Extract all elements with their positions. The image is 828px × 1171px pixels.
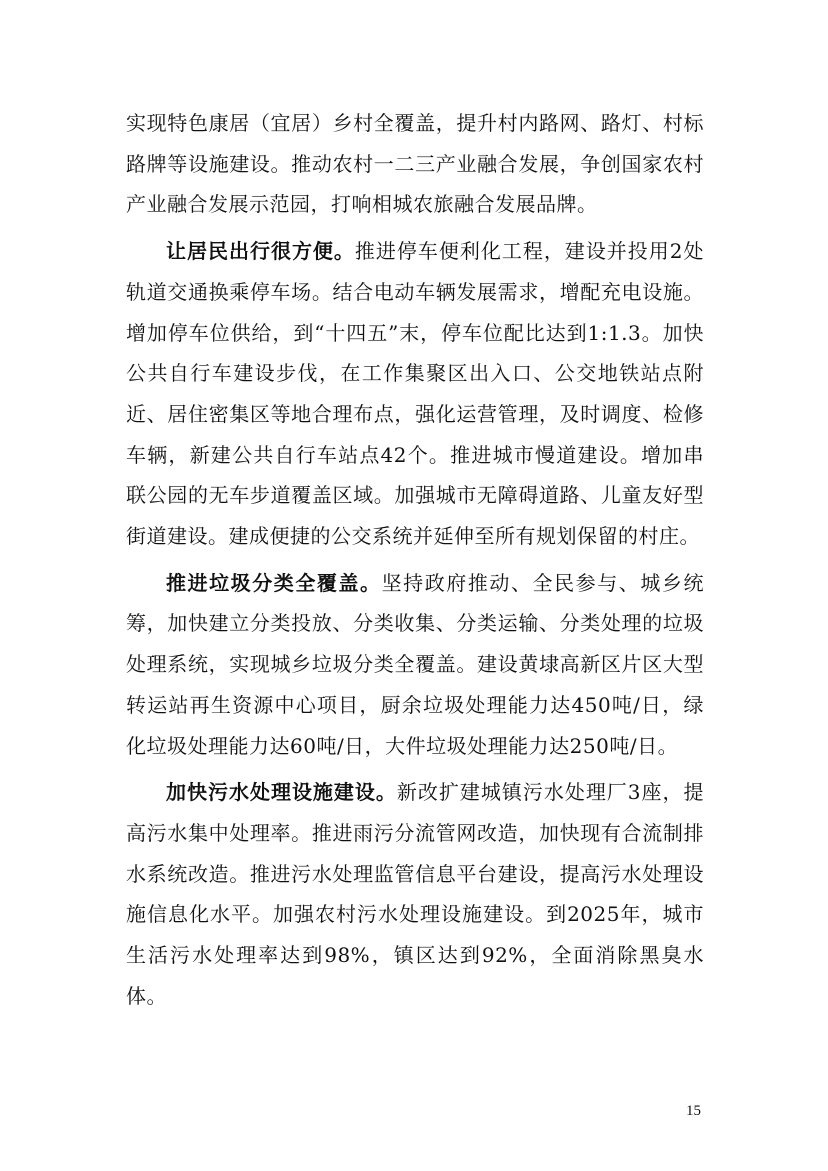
paragraph-sewage-treatment [126,772,704,1016]
paragraph-rural-infrastructure [126,103,704,225]
paragraph-convenient-travel [126,231,704,557]
paragraph-text: 新改扩建城镇污水处理厂3座，提高污水集中处理率。推进雨污分流管网改造，加快现有合流制排水系统改造。推进污水处理监管信息平台建设，提高污水处理设施信息化水平。加强农村污水处理设施建设。到2025年，城市生活污水处理率达到98%，镇区达到92%，全面消除黑臭水体。 [126,780,704,1008]
paragraph-heading: 加快污水处理设施建设。 [166,780,397,805]
paragraph-text: 推进停车便利化工程，建设并投用2处轨道交通换乘停车场。结合电动车辆发展需求，增配充电设施。增加停车位供给，到“十四五”末，停车位配比达到1:1.3。加快公共自行车建设步伐，在工作集聚区出入口、公交地铁站点附近、居住密集区等地合理布点，强化运营管理，及时调度、检修车辆，新建公共自行车站点42个。推进城市慢道建设。增加串联公园的无车步道覆盖区域。加强城市无障碍道路、儿童友好型街道建设。建成便捷的公交系统并延伸至所有规划保留的村庄。 [126,239,704,549]
paragraph-heading: 推进垃圾分类全覆盖。 [166,570,382,595]
paragraph-garbage-sorting [126,563,704,767]
paragraph-text: 坚持政府推动、全民参与、城乡统筹，加快建立分类投放、分类收集、分类运输、分类处理的垃圾处理系统，实现城乡垃圾分类全覆盖。建设黄埭高新区片区大型转运站再生资源中心项目，厨余垃圾处理能力达450吨/日，绿化垃圾处理能力达60吨/日，大件垃圾处理能力达250吨/日。 [126,570,704,758]
paragraph-text: 实现特色康居（宜居）乡村全覆盖，提升村内路网、路灯、村标路牌等设施建设。推动农村一二三产业融合发展，争创国家农村产业融合发展示范园，打响相城农旅融合发展品牌。 [126,111,704,217]
paragraph-heading: 让居民出行很方便。 [166,239,355,264]
document-body [126,103,704,1016]
page-number: 15 [686,1103,701,1119]
